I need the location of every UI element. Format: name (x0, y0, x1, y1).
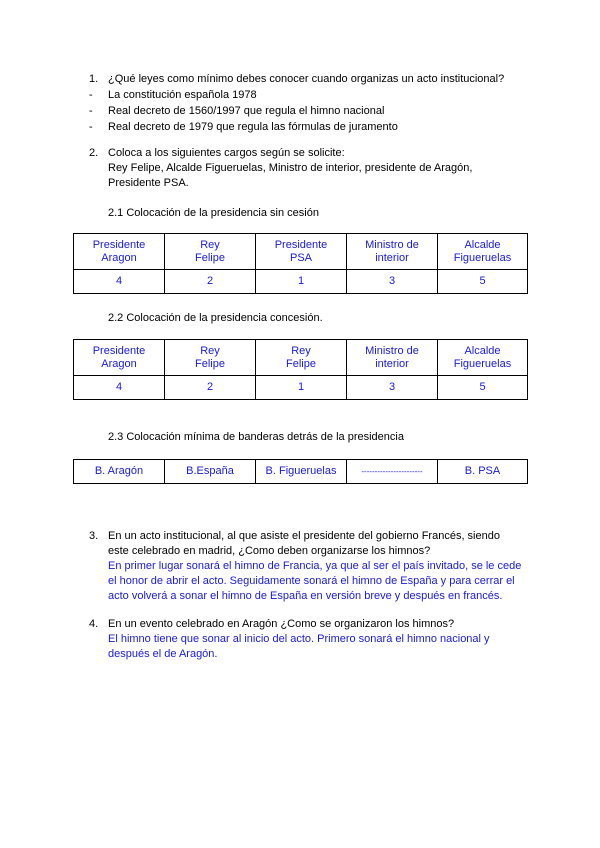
flag-cell: ----------------------- (347, 460, 438, 484)
question-4-text: En un evento celebrado en Aragón ¿Como se organizaron los himnos? (108, 618, 455, 630)
question-3-text: En un acto institucional, al que asiste el presidente del gobierno Francés, siendo (108, 530, 500, 542)
table-cell: 3 (347, 376, 438, 400)
table-cell: 2 (165, 376, 256, 400)
table-cell: 2 (165, 270, 256, 294)
answer-4-text: después el de Aragón. (108, 648, 218, 660)
section-2-2-title: 2.2 Colocación de la presidencia concesión. (108, 312, 323, 324)
table-header-cell: Alcalde Figueruelas (438, 340, 528, 376)
table-header-row (74, 234, 528, 270)
flag-cell: B.España (165, 460, 256, 484)
question-2-text: Presidente PSA. (108, 177, 189, 189)
table-cell: 1 (256, 376, 347, 400)
table-row (74, 376, 528, 400)
bullet-dash: - (89, 105, 93, 117)
table-row (74, 460, 528, 484)
question-1-text: ¿Qué leyes como mínimo debes conocer cuando organizas un acto institucional? (108, 73, 505, 85)
flag-cell: B. Aragón (74, 460, 165, 484)
question-1-number: 1. (89, 73, 99, 85)
bullet-dash: - (89, 89, 93, 101)
question-2-text: Rey Felipe, Alcalde Figueruelas, Ministro de interior, presidente de Aragón, (108, 162, 473, 174)
section-2-3-title: 2.3 Colocación mínima de banderas detrás de la presidencia (108, 431, 404, 443)
table-cell: 1 (256, 270, 347, 294)
question-3-number: 3. (89, 530, 99, 542)
flag-cell: B. PSA (438, 460, 528, 484)
table-header-cell: Rey Felipe (165, 234, 256, 270)
table-header-cell: Presidente Aragon (74, 234, 165, 270)
question-4-number: 4. (89, 618, 99, 630)
law-item: La constitución española 1978 (108, 89, 257, 101)
bullet-dash: - (89, 121, 93, 133)
answer-3-text: el honor de abrir el acto. Seguidamente sonará el himno de España y para cerrar el (108, 575, 515, 587)
table-cell: 3 (347, 270, 438, 294)
table-cell: 4 (74, 270, 165, 294)
table-header-cell: Ministro de interior (347, 234, 438, 270)
question-3-text: este celebrado en madrid, ¿Como deben organizarse los himnos? (108, 545, 431, 557)
table-cell: 5 (438, 376, 528, 400)
presidency-table-without-cession (73, 233, 528, 294)
flags-table (73, 459, 528, 484)
law-item: Real decreto de 1560/1997 que regula el himno nacional (108, 105, 385, 117)
table-header-cell: Alcalde Figueruelas (438, 234, 528, 270)
presidency-table-with-cession (73, 339, 528, 400)
answer-3-text: En primer lugar sonará el himno de Francia, ya que al ser el país invitado, se le cede (108, 560, 522, 572)
table-header-cell: Presidente PSA (256, 234, 347, 270)
law-item: Real decreto de 1979 que regula las fórmulas de juramento (108, 121, 398, 133)
table-header-cell: Ministro de interior (347, 340, 438, 376)
table-header-cell: Rey Felipe (165, 340, 256, 376)
question-2-number: 2. (89, 147, 99, 159)
flag-cell: B. Figueruelas (256, 460, 347, 484)
table-header-cell: Rey Felipe (256, 340, 347, 376)
table-header-cell: Presidente Aragon (74, 340, 165, 376)
answer-4-text: El himno tiene que sonar al inicio del acto. Primero sonará el himno nacional y (108, 633, 490, 645)
table-cell: 4 (74, 376, 165, 400)
table-header-row (74, 340, 528, 376)
question-2-text: Coloca a los siguientes cargos según se solicite: (108, 147, 345, 159)
table-row (74, 270, 528, 294)
answer-3-text: acto volverá a sonar el himno de España en versión breve y después en francés. (108, 590, 503, 602)
section-2-1-title: 2.1 Colocación de la presidencia sin cesión (108, 207, 319, 219)
table-cell: 5 (438, 270, 528, 294)
